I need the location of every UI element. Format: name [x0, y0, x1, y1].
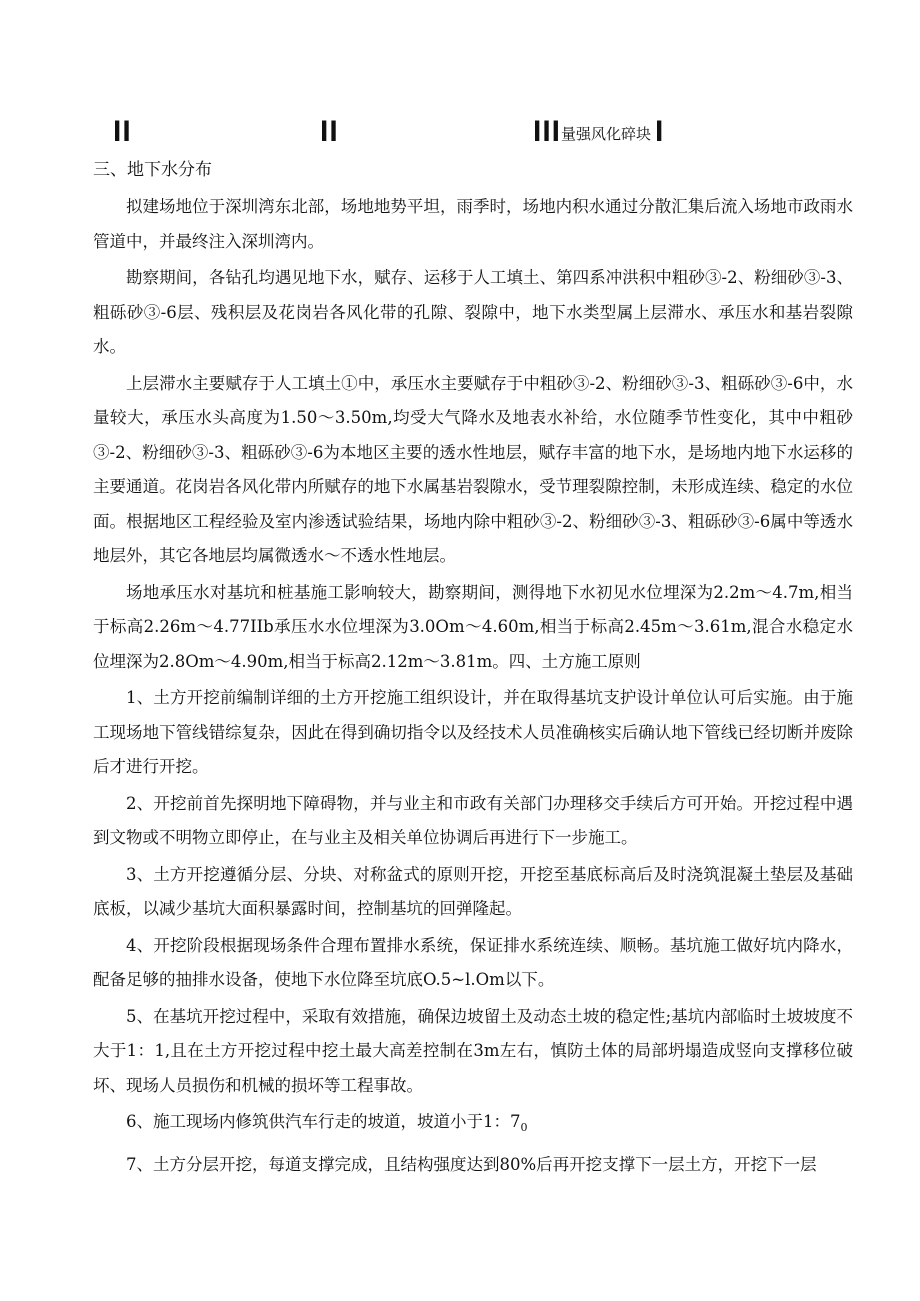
paragraph [93, 1105, 853, 1146]
paragraph: 4、开挖阶段根据现场条件合理布置排水系统，保证排水系统连续、顺畅。基坑施工做好坑内降水，配备足够的抽排水设备，使地下水位降至坑底O.5~l.Om以下。 [93, 935, 853, 989]
section-heading: 三、地下水分布 [93, 160, 212, 180]
roman-numeral-mark: III [533, 115, 562, 148]
roman-numeral-mark: II [320, 115, 339, 148]
paragraph: 拟建场地位于深圳湾东北部，场地地势平坦，雨季时，场地内积水通过分散汇集后流入场地市政雨水管道中，并最终注入深圳湾内。 [93, 197, 853, 251]
paragraph: 5、在基坑开挖过程中，采取有效措施，确保边坡留土及动态土坡的稳定性;基坑内部临时土坡坡度不大于1：1,且在土方开挖过程中挖土最大高差控制在3m左右，慎防土体的局部坍塌造成竖向支撑移位破坏、现场人员损伤和机械的损坏等工程事故。 [93, 1006, 853, 1095]
paragraph: 勘察期间，各钻孔均遇见地下水，赋存、运移于人工填土、第四系冲洪积中粗砂③-2、粉细砂③-3、粗砾砂③-6层、残积层及花岗岩各风化带的孔隙、裂隙中，地下水类型属上层滞水、承压水和基岩裂隙水。 [93, 268, 853, 356]
paragraph: 上层滞水主要赋存于人工填土①中，承压水主要赋存于中粗砂③-2、粉细砂③-3、粗砾砂③-6中，水量较大，承压水头高度为1.50～3.50m,均受大气降水及地表水补给，水位随季节性变化，其中中粗砂③-2、粉细砂③-3、粗砾砂③-6为本地区主要的透水性地层，赋存丰富的地下水，是场地内地下水运移的主要通道。花岗岩各风化带内所赋存的地下水属基岩裂隙水，受节理裂隙控制，未形成连续、稳定的水位面。根据地区工程经验及室内渗透试验结果，场地内除中粗砂③-2、粉细砂③-3、粗砾砂③-6属中等透水地层外，其它各地层均属微透水～不透水性地层。 [93, 373, 853, 565]
paragraph: 1、土方开挖前编制详细的土方开挖施工组织设计，并在取得基坑支护设计单位认可后实施。由于施工现场地下管线错综复杂，因此在得到确切指令以及经技术人员准确核实后确认地下管线已经切断并废除后才进行开挖。 [93, 688, 853, 776]
table-fragment-row [0, 112, 920, 152]
subscript: 0 [520, 1121, 528, 1134]
paragraph: 2、开挖前首先探明地下障碍物，并与业主和市政有关部门办理移交手续后方可开始。开挖过程中遇到文物或不明物立即停止，在与业主及相关单位协调后再进行下一步施工。 [93, 793, 853, 847]
paragraph: 场地承压水对基坑和桩基施工影响较大，勘察期间，测得地下水初见水位埋深为2.2m～4.7m,相当于标高2.26m～4.77IIb承压水水位埋深为3.0Om～4.60m,相当于标高2.45m～3.61m,混合水稳定水位埋深为2.8Om～4.90m,相当于标高2.12m～3.81m。四、土方施工原则 [93, 582, 853, 671]
roman-numeral-mark: I [655, 115, 665, 148]
paragraph: 3、土方开挖遵循分层、分块、对称盆式的原则开挖，开挖至基底标高后及时浇筑混凝土垫层及基础底板，以减少基坑大面积暴露时间，控制基坑的回弹隆起。 [93, 864, 853, 918]
paragraph: 7、土方分层开挖，每道支撑完成，且结构强度达到80%后再开挖支撑下一层土方，开挖下一层 [126, 1154, 817, 1174]
weathering-label: 量强风化碎块 [561, 125, 652, 143]
roman-numeral-mark: II [113, 115, 132, 148]
paragraph-text: 6、施工现场内修筑供汽车行走的坡道，坡道小于1：7 [126, 1112, 521, 1131]
document-body [93, 190, 853, 1182]
